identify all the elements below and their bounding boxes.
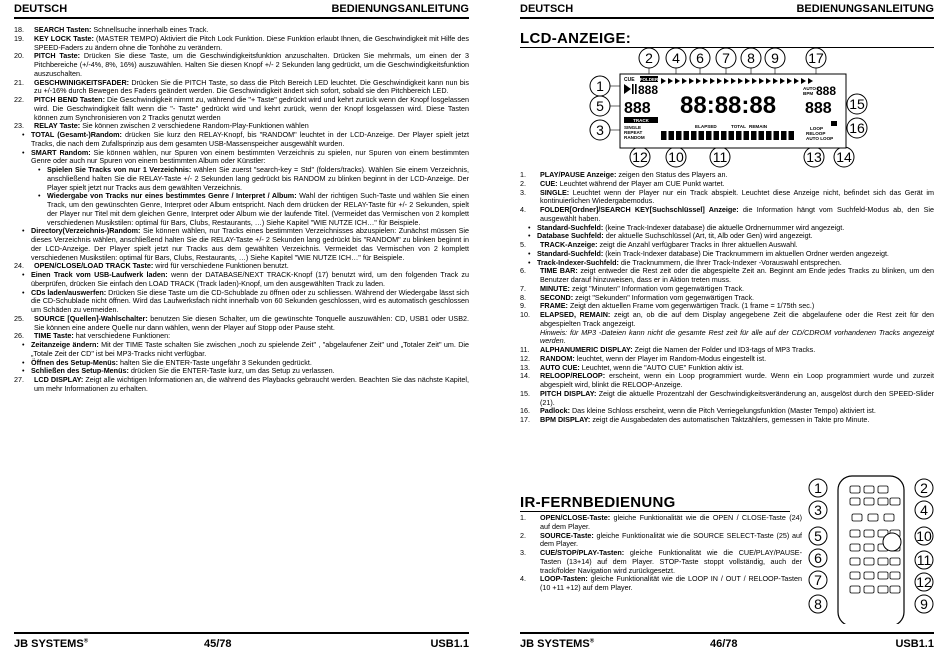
item-number: 22. — [14, 95, 24, 104]
lcd-pitch-digits: 888 — [805, 100, 832, 117]
item-text: gleiche Funktionalität wie die LOOP IN / OUT / RELOOP-Tasten (10 +11 +12) auf dem Player. — [540, 574, 802, 592]
lcd-callout: 5 — [596, 98, 604, 114]
item-number: 26. — [14, 331, 24, 341]
item-text: die Information hängt vom Suchfeld-Modus ab, den Sie ausgewählt haben. — [540, 205, 934, 223]
remote-callout: 5 — [814, 528, 822, 544]
item-text: Drücken Sie die PITCH Taste, so dass die Pitch Bereich LED leuchtet. Die Geschwindigkeit kann nun bis zu +/-16% durch Bewegen des Faders geändert werden. Die Geschwindigkeit ändert sich sofort, sobald sie den Pitchbereich LED. — [34, 77, 469, 96]
bullet-text: Mit der TIME Taste schalten Sie zwischen „noch zu spielende Zeit" , "abgelaufener Zeit" und „Totaler Zeit" um. Die „Totale Zeit der CD" ist bei MP3-Tracks nicht verfügbar. — [31, 340, 469, 358]
item-text: Zeigt die Namen der Folder und ID3-tags of MP3 Tracks. — [632, 345, 816, 354]
bullet-text: Wahl der richtigen Such-Taste und wählen Sie einen Track, um den gewünschten Genre, Interpret oder Album entspricht. Nach dem drücken der RELAY-Taste für +/- 2 Sekunden, spielt der Player nur Titel mit dem gleichen Genre, Interpret oder Album wie der laufende Titel. (Vermeidet das Vermischen von 2 komplett verschiedenen Musikstilen: optimal für Bars, Clubs, Restaurants, …) Siehe Kapitel "WIE NUTZE ICH…" für Beispiele. — [47, 191, 469, 227]
numbered-item — [14, 315, 469, 333]
ir-heading: IR-FERNBEDIENUNG — [520, 494, 790, 512]
bullet-title: Directory(Verzeichnis-)Random: — [31, 226, 141, 236]
item-number: 8. — [520, 292, 526, 302]
remote-button — [850, 498, 860, 505]
alpha-char-cell — [744, 131, 750, 140]
bullet-title: CDs laden/auswerfen: — [31, 287, 107, 297]
item-title: TIME Taste: — [34, 331, 74, 341]
remote-callout: 9 — [920, 596, 928, 612]
header-language: DEUTSCH — [520, 3, 574, 15]
remote-button — [864, 530, 874, 537]
bullet-item — [22, 341, 469, 359]
item-title: ALPHANUMERIC DISPLAY: — [540, 345, 633, 354]
item-text: Die Geschwindigkeit nimmt zu, während die "+ Taste" gedrückt wird und kehrt zurück wenn der Knopf losgelassen wird. Die Geschwindigkeit fällt wenn die "- Taste" gedrückt wird und kehrt zurück, wenn der Knopf losgelassen wird. Diese Tasten können zum Synchronisieren von 2 Tracks genutzt werden — [34, 95, 469, 122]
alpha-char-cell — [714, 131, 720, 140]
lcd-callout: 6 — [696, 50, 704, 66]
numbered-item — [14, 79, 469, 97]
remote-callout: 4 — [920, 502, 928, 518]
numbered-item — [520, 549, 802, 575]
numbered-item — [520, 532, 802, 550]
remote-button — [878, 572, 888, 579]
alpha-char-cell — [721, 131, 727, 140]
item-number: 25. — [14, 313, 24, 323]
alpha-char-cell — [789, 131, 795, 140]
bullet-text: drücken Sie die ENTER-Taste kurz, um das Setup zu verlassen. — [128, 366, 335, 376]
pause-icon — [632, 84, 634, 94]
remote-button — [850, 486, 860, 493]
item-title: LCD DISPLAY: — [34, 375, 84, 384]
item-title: ELAPSED, REMAIN: — [540, 310, 611, 319]
footer-page-number: 46/78 — [710, 638, 738, 650]
numbered-item — [14, 96, 469, 122]
lcd-repeat-label: REPEAT — [624, 130, 643, 135]
item-text: Leuchtet während der Player am CUE Punkt wartet. — [557, 178, 725, 188]
item-title: Padlock: — [540, 406, 570, 416]
item-text: Sie können zwischen 2 verschiedene Random-Play-Funktionen wählen — [80, 121, 309, 131]
remote-button — [864, 498, 874, 505]
item-number: 19. — [14, 33, 24, 43]
remote-button — [884, 514, 894, 521]
lcd-cue-label: CUE — [624, 77, 635, 83]
bullet-title: Öffnen des Setup-Menüs: — [31, 357, 119, 367]
lcd-reloop-label: RELOOP — [806, 131, 826, 136]
alpha-char-cell — [759, 131, 765, 140]
alpha-char-cell — [691, 131, 697, 140]
lcd-callout: 2 — [645, 50, 653, 66]
item-text: Leuchtet, wenn die "AUTO CUE" Funktion aktiv ist. — [579, 362, 744, 372]
header-title: BEDIENUNGSANLEITUNG — [796, 3, 934, 15]
alpha-char-cell — [751, 131, 757, 140]
remote-button — [850, 558, 860, 565]
alpha-char-cell — [774, 131, 780, 140]
item-number: 2. — [520, 530, 526, 540]
footer-page-number: 45/78 — [204, 638, 232, 650]
item-title: SECOND: — [540, 292, 574, 302]
lcd-total-label: TOTAL — [731, 124, 746, 129]
lcd-single-label: SINGLE — [624, 125, 642, 130]
bullet-title: Wiedergabe von Tracks nur eines bestimmtes Genre / Interpret / Album: — [47, 191, 297, 201]
remote-jog-pad — [883, 533, 901, 551]
item-text: Drücken Sie diese Taste, um die Geschwindigkeitsfunktion anzuschalten. Drücken Sie mehrmals, um einen der 3 Pitchbereiche (+/-4%, 8%, 16%) auszuwählen. Halten Sie diesen Knopf +/- 2 Sekunden lang gedrückt, um die Geschwindigkeitsfunktion auszuschalten. — [34, 51, 469, 78]
item-title: RELAY Taste: — [34, 121, 81, 131]
numbered-item — [520, 311, 934, 329]
left-page — [14, 0, 469, 654]
item-text: zeigt "Sekunden" Information vom gegenwärtigen Track. — [573, 292, 755, 302]
bullet-item — [38, 192, 469, 227]
item-title: LOOP-Tasten: — [540, 574, 588, 584]
item-title: GESCHWINIGKEITSFADER: — [34, 77, 130, 87]
remote-callout: 1 — [814, 480, 822, 496]
remote-button — [878, 498, 888, 505]
bullet-item — [22, 271, 469, 289]
item-title: PITCH Taste: — [34, 51, 81, 61]
lcd-time-digits: 88:88:88 — [680, 92, 777, 119]
item-number: 21. — [14, 77, 24, 87]
alpha-char-cell — [676, 131, 682, 140]
lcd-callout: 14 — [836, 149, 852, 165]
numbered-item — [520, 372, 934, 390]
item-text: zeigt an, ob die auf dem Display angegebene Zeit die abgelaufene oder die Rest zeit für den abgespielten Track angezeigt. — [540, 310, 935, 328]
lcd-callout: 9 — [771, 50, 779, 66]
item-text: zeigt "Minuten" Information vom gegenwärtigen Track. — [569, 283, 745, 293]
bullet-title: Standard-Suchfeld: — [537, 248, 604, 258]
item-text: wird für verschiedene Funktionen benutzt. — [153, 261, 289, 271]
item-number: 3. — [520, 187, 526, 197]
bullet-title: Schließen des Setup-Menüs: — [31, 366, 129, 376]
remote-callout: 11 — [916, 552, 932, 568]
item-title: SOURCE [Quellen]-Wahlschalter: — [34, 313, 148, 323]
page-header — [14, 3, 469, 19]
item-title: SINGLE: — [540, 187, 570, 197]
footer-brand: JB SYSTEMS® — [520, 638, 595, 650]
item-text: zeigt entweder die Rest zeit oder die abgespielte Zeit an. Beginnt am Ende jedes Tracks zu blinken, um den Benutzer darauf hinzuweisen, dass er in Aktion treten muss. — [540, 266, 934, 284]
bullet-title: Track-Indexer-Suchfeld: — [537, 257, 619, 267]
remote-button — [878, 558, 888, 565]
item-text: Schnellsuche innerhalb eines Track. — [91, 25, 209, 34]
numbered-item — [14, 376, 469, 394]
numbered-item — [520, 206, 934, 224]
item-text: gleiche Funktionalität wie die OPEN / CLOSE-Taste (24) auf dem Player. — [540, 513, 802, 531]
bullet-item — [22, 289, 469, 315]
item-number: 2. — [520, 178, 526, 188]
footer-model: USB1.1 — [430, 638, 469, 650]
bullet-title: Einen Track vom USB-Laufwerk laden: — [31, 270, 168, 279]
remote-button — [864, 544, 874, 551]
item-number: 13. — [520, 362, 530, 372]
numbered-item — [520, 267, 934, 285]
hinweis-note: Hinweis: für MP3 -Dateien kann nicht die gesamte Rest zeit für alle auf der CD/CDROM vorhandenen Tracks angezeigt werden. — [540, 327, 934, 346]
lcd-autoloop-label: AUTO LOOP — [806, 136, 834, 141]
item-number: 7. — [520, 283, 526, 293]
item-number: 4. — [520, 205, 526, 214]
lcd-folder-label: FOLDER — [639, 77, 659, 82]
footer-model: USB1.1 — [895, 638, 934, 650]
lcd-callout: 12 — [632, 149, 648, 165]
numbered-item — [14, 35, 469, 53]
item-text: gleiche Funktionalität wie die SOURCE SELECT-Taste (25) auf dem Player. — [540, 530, 802, 549]
item-text: benutzen Sie diesen Schalter, um die gewünschte Tonquelle auszuwählen: CD, USB1 oder USB2. Sie können eine andere Quelle nur dann wählen, wenn der Player auf Stopp oder Pause steht. — [34, 313, 469, 332]
item-title: PITCH BEND Tasten: — [34, 95, 105, 104]
lcd-folder-digits: 888 — [638, 83, 659, 97]
item-title: OPEN/CLOSE-Taste: — [540, 513, 611, 522]
lcd-callout: 13 — [806, 149, 822, 165]
remote-button — [850, 530, 860, 537]
lcd-diagram — [520, 44, 934, 170]
lcd-callout: 1 — [596, 78, 604, 94]
bullet-title: Zeitanzeige ändern: — [31, 340, 99, 349]
remote-callout: 6 — [814, 550, 822, 566]
lcd-auto-label: AUTO — [803, 86, 816, 91]
remote-button — [850, 572, 860, 579]
item-number: 6. — [520, 266, 526, 276]
remote-button — [890, 572, 900, 579]
lcd-heading: LCD-ANZEIGE: — [520, 30, 934, 48]
bullet-text: der aktuelle Suchschlüssel (Art, tit, Alb oder Gen) wird angezeigt. — [603, 231, 813, 241]
item-number: 16. — [520, 406, 530, 416]
bullet-text: die Tracknummern, die Ihrer Track-Indexer -Vorauswahl entsprechen. — [618, 257, 842, 267]
remote-callout: 7 — [814, 572, 822, 588]
item-title: KEY LOCK Taste: — [34, 33, 94, 43]
remote-callout: 12 — [916, 574, 932, 590]
item-title: BPM DISPLAY: — [540, 415, 591, 424]
item-title: RANDOM: — [540, 353, 575, 363]
numbered-item — [520, 575, 802, 593]
lcd-callout: 16 — [849, 120, 865, 136]
remote-callout: 2 — [920, 480, 928, 496]
left-body — [14, 26, 469, 626]
lcd-callout: 17 — [808, 50, 824, 66]
remote-button — [852, 514, 862, 521]
numbered-item — [520, 416, 934, 425]
item-number: 5. — [520, 240, 526, 249]
lcd-callout: 3 — [596, 122, 604, 138]
ir-body — [520, 514, 802, 593]
item-title: RELOOP/RELOOP: — [540, 371, 606, 381]
alpha-char-cell — [781, 131, 787, 140]
bullet-text: drücken Sie kurz den RELAY-Knopf, bis "RANDOM" leuchtet in der LCD-Anzeige. Der Player spielt jetzt Tracks, die nach dem Zufallsprinzip aus dem gesamten USB-Massenspeicher ausgewählt wurden. — [31, 130, 469, 148]
remote-control-diagram — [806, 464, 936, 624]
bullet-text: (keine Track-Indexer database) die aktuelle Ordnernummer wird angezeigt. — [603, 222, 845, 232]
numbered-item — [520, 514, 802, 532]
bullet-item — [38, 166, 469, 192]
lcd-loop-label: LOOP — [810, 126, 824, 131]
remote-callout: 3 — [814, 502, 822, 518]
numbered-item — [14, 52, 469, 78]
item-text: zeigt die Anzahl verfügbarer Tracks in Ihrer aktuellen Auswahl. — [597, 240, 798, 249]
item-title: TIME BAR: — [540, 266, 578, 276]
bullet-title: Database Suchfeld: — [537, 231, 604, 241]
item-number: 3. — [520, 548, 526, 557]
alpha-char-cell — [706, 131, 712, 140]
item-title: TRACK-Anzeige: — [540, 240, 598, 249]
remote-button — [890, 498, 900, 505]
item-title: FOLDER[Ordner]/SEARCH KEY[Suchschlüssel] Anzeige: — [540, 205, 739, 214]
remote-button — [864, 558, 874, 565]
item-text: Zeigt die aktuelle Prozentzahl der Geschwindigkeitsveränderung an, ausgelöst durch den SPEED-Slider (21). — [540, 388, 934, 407]
alpha-char-cell — [699, 131, 705, 140]
item-number: 24. — [14, 261, 24, 271]
item-text: Das kleine Schloss erscheint, wenn die Pitch Verriegelungsfunktion (Master Tempo) aktiviert ist. — [569, 406, 876, 416]
remote-button — [864, 586, 874, 593]
remote-button — [890, 586, 900, 593]
item-title: PITCH DISPLAY: — [540, 388, 597, 398]
footer-brand: JB SYSTEMS® — [14, 638, 89, 650]
item-text: zeigt die Ausgabedaten des automatischen Taktzählers, gemessen in Takte pro Minute. — [590, 415, 870, 424]
lcd-callout: 15 — [849, 96, 865, 112]
alpha-char-cell — [661, 131, 667, 140]
bullet-title: TOTAL (Gesamt-)Random: — [31, 130, 122, 139]
remote-callout: 8 — [814, 596, 822, 612]
lcd-callout: 8 — [747, 50, 755, 66]
item-number: 1. — [520, 170, 526, 179]
lcd-random-label: RANDOM — [624, 135, 645, 140]
bullet-text: halten Sie die ENTER-Taste ungefähr 3 Sekunden gedrückt. — [118, 357, 312, 367]
alpha-char-cell — [684, 131, 690, 140]
lcd-callout: 11 — [712, 149, 728, 165]
item-text: zeigen den Status des Players an. — [616, 170, 728, 179]
item-number: 17. — [520, 415, 530, 424]
bullet-item — [22, 149, 469, 167]
bullet-text: Sie können wählen, nur Tracks eines bestimmten Verzeichnisses abzuspielen: Zunächst müssen Sie dieses Verzeichnis wählen, anschließend halten Sie die RELAY-Taste +/- 2 Sekunden lang gedrückt bis "RANDOM" zu blinken beginnt in der LCD-Anzeige. Der Player spielt jetzt nur Tracks aus dem gewählten Verzeichnis. Vermeidet das Vermischen von 2 komplett verschiedenen Musikstilen: optimal für Bars, Clubs, Restaurants, …) Siehe Kapitel "WIE NUTZE ICH…" für Beispiele. — [31, 226, 469, 262]
page-footer — [520, 632, 934, 652]
item-title: CUE: — [540, 178, 558, 188]
bullet-text: (kein Track-Indexer database) Die Tracknummern im aktuellen Ordner werden angezeigt. — [603, 248, 889, 258]
alpha-char-cell — [729, 131, 735, 140]
remote-button — [878, 586, 888, 593]
right-page — [520, 0, 934, 654]
pause-icon — [635, 84, 637, 94]
lcd-bpm-label: BPM — [803, 91, 814, 96]
item-number: 11. — [520, 345, 530, 354]
lcd-callout: 4 — [672, 50, 680, 66]
remote-callout: 10 — [916, 528, 932, 544]
remote-button — [864, 486, 874, 493]
remote-button — [850, 544, 860, 551]
lcd-track-digits: 888 — [624, 100, 651, 117]
item-number: 23. — [14, 121, 24, 131]
remote-button — [850, 586, 860, 593]
bullet-text: Drücken Sie diese Taste um die CD-Schublade zu öffnen oder zu schliessen. Während der Wiedergabe lässt sich die CD-Schublade nicht öffnen. Wird das Laufwerksfach nicht innerhalb von 60 Sekunden geschlossen, wird es automatisch geschlossen um Schäden zu vermeiden. — [31, 287, 470, 314]
item-title: FRAME: — [540, 301, 568, 311]
item-number: 1. — [520, 513, 526, 522]
remote-button — [878, 486, 888, 493]
header-language: DEUTSCH — [14, 3, 68, 15]
lcd-elapsed-label: ELAPSED — [695, 124, 717, 129]
item-number: 18. — [14, 25, 24, 34]
item-text: Leuchtet wenn der Player nur ein Track abspielt. Leuchtet diese Anzeige nicht, befindet sich das Gerät im kontinuierlichen Wiedergabemodus. — [540, 187, 934, 206]
item-number: 14. — [520, 371, 530, 381]
page-footer — [14, 632, 469, 652]
alpha-char-cell — [766, 131, 772, 140]
alpha-char-cell — [736, 131, 742, 140]
page-header — [520, 3, 934, 19]
numbered-item — [520, 189, 934, 207]
item-title: AUTO CUE: — [540, 362, 580, 372]
bullet-title: SMART Random: — [31, 147, 91, 157]
lcd-callout: 10 — [668, 149, 684, 165]
bullet-text: wählen Sie zuerst "search-key = Std" (folders/tracks). Wählen Sie einem Verzeichnis, anschließend halten Sie die RELAY-Taste +/- 2 Sekunden lang gedrückt bis RANDOM zu blinken beginnt in der LCD-Anzeige. Der Player spielt jetzt nur Tracks aus dem gewählten Verzeichnis. — [47, 165, 469, 192]
item-title: SOURCE-Taste: — [540, 530, 594, 540]
item-title: SEARCH Tasten: — [34, 25, 92, 34]
bullet-text: Sie können wählen, nur Spuren von einem bestimmten Verzeichnis zu spielen, nur Spuren von einem bestimmten Genre oder auch nur Spuren von einem bestimmten Album oder Künstler: — [31, 147, 469, 166]
bullet-text: wenn der DATABASE/NEXT TRACK-Knopf (17) benutzt wird, um den folgenden Track zu überprüfen, drücken Sie einfach den LOAD TRACK (Track laden)-Knopf, um den ausgewählten Track zu laden. — [31, 270, 469, 288]
item-title: MINUTE: — [540, 283, 570, 293]
item-text: (MASTER TEMPO) Aktiviert die Pitch Lock Funktion. Diese Funktion erlaubt Ihnen, die Geschwindigkeit mit Hilfe des SPEED-Faders zu ändern ohne die Tonhöhe zu verändern. — [34, 33, 469, 52]
item-text: erscheint, wenn ein Loop programmiert wurde. Wenn ein Loop programmiert wurde und zurzeit abgespielt wird, blinkt die RELOOP-Anzeige. — [540, 371, 934, 389]
bullet-item — [22, 131, 469, 149]
lcd-remain-label: REMAIN — [749, 124, 768, 129]
item-title: PLAY/PAUSE Anzeige: — [540, 170, 617, 179]
numbered-item — [520, 390, 934, 408]
lcd-track-label: TRACK — [633, 118, 649, 123]
alpha-char-cell — [669, 131, 675, 140]
item-number: 9. — [520, 301, 526, 311]
item-text: Zeigt alle wichtigen Informationen an, die während des Playbacks gebraucht werden. Beachten Sie das nächste Kapitel, um mehr Informationen zu erhalten. — [34, 375, 469, 393]
lcd-callout: 7 — [722, 50, 730, 66]
header-title: BEDIENUNGSANLEITUNG — [331, 3, 469, 15]
bullet-title: Spielen Sie Tracks von nur 1 Verzeichnis: — [47, 165, 192, 174]
item-text: gleiche Funktionalität wie die CUE/PLAY/PAUSE-Tasten (13+14) auf dem Player. STOP-Taste stoppt vollständig, auch der track/folder Navigation wird zurückgesetzt. — [540, 548, 802, 575]
lcd-bpm-digits: 888 — [816, 84, 837, 98]
remote-button — [890, 558, 900, 565]
item-text: hat verschiedene Funktionen: — [73, 331, 171, 341]
remote-button — [864, 572, 874, 579]
item-number: 15. — [520, 388, 530, 398]
item-number: 10. — [520, 310, 530, 319]
item-number: 27. — [14, 375, 24, 384]
right-body — [520, 170, 935, 424]
bullet-item — [22, 227, 469, 262]
item-number: 20. — [14, 51, 24, 61]
item-number: 4. — [520, 574, 526, 584]
padlock-icon — [831, 121, 837, 126]
remote-button — [868, 514, 878, 521]
item-title: OPEN/CLOSE/LOAD TRACK Taste: — [34, 261, 154, 271]
item-number: 12. — [520, 353, 530, 363]
item-text: Zeigt den aktuellen Frame vom gegenwärtigen Track. (1 frame = 1/75th sec.) — [567, 301, 815, 311]
item-text: leuchtet, wenn der Player im Random-Modus eingestellt ist. — [574, 353, 767, 363]
item-title: CUE/STOP/PLAY-Tasten: — [540, 548, 625, 557]
bullet-title: Standard-Suchfeld: — [537, 222, 604, 232]
